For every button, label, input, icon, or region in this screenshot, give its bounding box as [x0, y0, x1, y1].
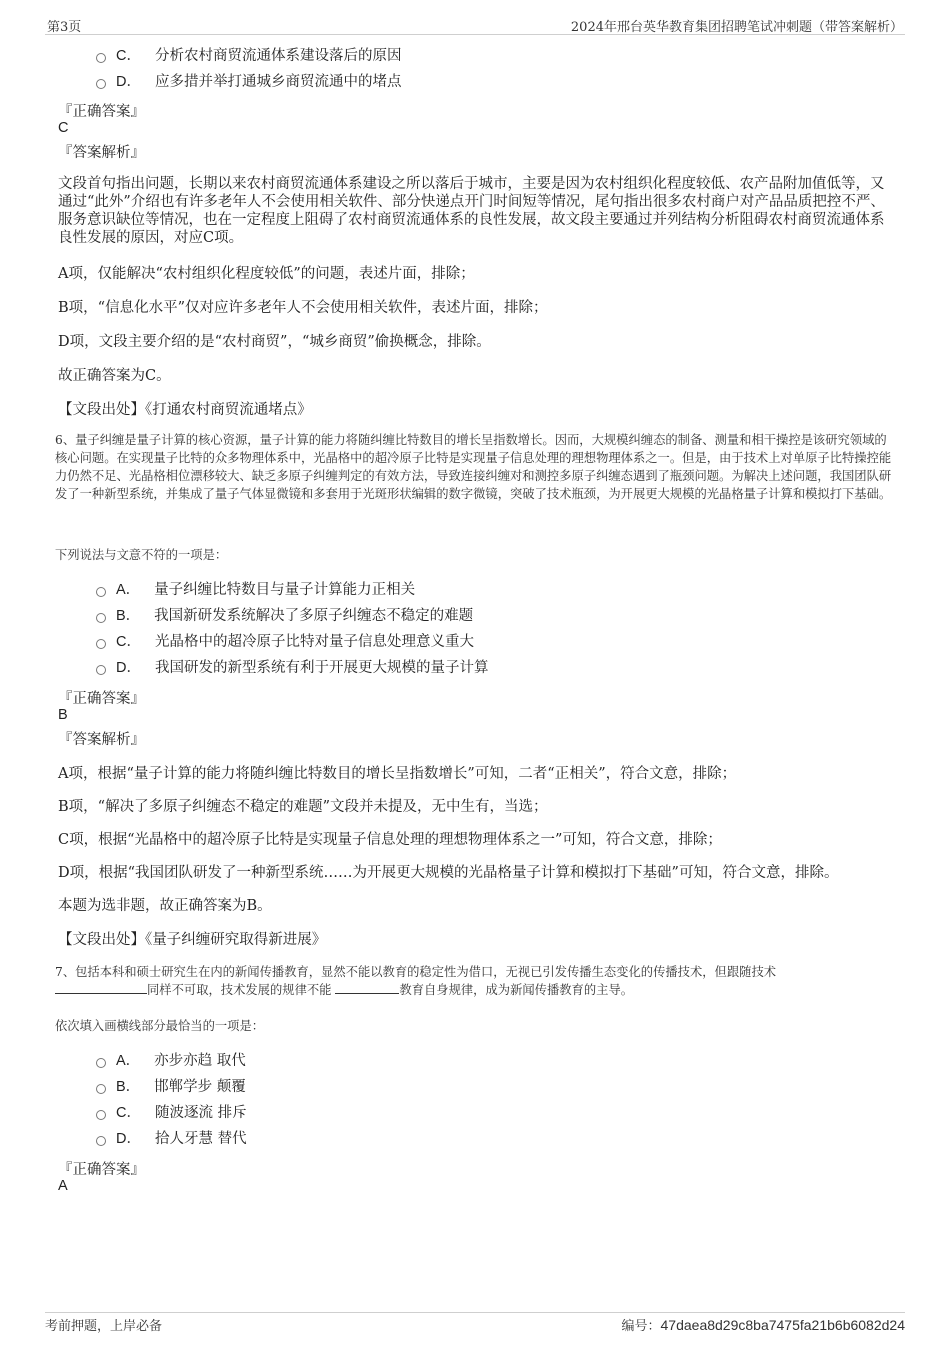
q5-answer-label: 『正确答案』: [58, 104, 145, 120]
q6-analysis-a: A项，根据“量子计算的能力将随纠缠比特数目的增长呈指数增长”可知，二者“正相关”，符合文意，排除；: [58, 766, 737, 782]
q7-answer: A: [58, 1178, 68, 1194]
radio-icon[interactable]: [96, 53, 106, 63]
q5-option-d[interactable]: D． 应多措并举打通城乡商贸流通中的堵点: [96, 71, 401, 93]
q5-conclusion: 故正确答案为C。: [58, 368, 171, 384]
radio-icon[interactable]: [96, 1058, 106, 1068]
radio-icon[interactable]: [96, 587, 106, 597]
q5-option-c[interactable]: C． 分析农村商贸流通体系建设落后的原因: [96, 45, 401, 67]
q7-blank-1: [55, 981, 147, 994]
q5-analysis-b: B项，“信息化水平”仅对应许多老年人不会使用相关软件，表述片面，排除；: [58, 300, 548, 316]
radio-icon[interactable]: [96, 613, 106, 623]
q5-analysis-label: 『答案解析』: [58, 145, 145, 161]
q6-analysis-c: C项，根据“光晶格中的超冷原子比特是实现量子信息处理的理想物理体系之一”可知，符合文意，排除；: [58, 832, 722, 848]
radio-icon[interactable]: [96, 1136, 106, 1146]
q6-option-d[interactable]: D． 我国研发的新型系统有利于开展更大规模的量子计算: [96, 657, 488, 679]
q6-stem: 6、量子纠缠是量子计算的核心资源，量子计算的能力将随纠缠比特数目的增长呈指数增长。因而，大规模纠缠态的制备、测量和相干操控是该研究领域的核心问题。在实现量子比特的众多物理体系中，光晶格中的超冷原子比特是实现量子信息处理的理想物理体系之一。但是，由于技术上对单原子比特操控能力仍然不足、光晶格相位漂移较大、缺乏多原子纠缠判定的有效方法，导致连接纠缠对和测控多原子纠缠态遇到了瓶颈问题。为解决上述问题，我国团队研发了一种新型系统，并集成了量子气体显微镜和多套用于光斑形状编辑的数字微镜，突破了技术瓶颈，为开展更大规模的光晶格量子计算和模拟打下基础。: [55, 433, 892, 501]
q6-analysis-label: 『答案解析』: [58, 732, 145, 748]
q7-option-a[interactable]: A． 亦步亦趋 取代: [96, 1050, 246, 1072]
q6-option-b[interactable]: B． 我国新研发系统解决了多原子纠缠态不稳定的难题: [96, 605, 473, 627]
radio-icon[interactable]: [96, 79, 106, 89]
q6-option-a[interactable]: A． 量子纠缠比特数目与量子计算能力正相关: [96, 579, 415, 601]
q6-analysis-b: B项，“解决了多原子纠缠态不稳定的难题”文段并未提及，无中生有，当选；: [58, 799, 548, 815]
q7-prompt: 依次填入画横线部分最恰当的一项是：: [55, 1019, 265, 1033]
q6-option-c[interactable]: C． 光晶格中的超冷原子比特对量子信息处理意义重大: [96, 631, 474, 653]
q6-answer: B: [58, 707, 68, 723]
q6-source: 【文段出处】《量子纠缠研究取得新进展》: [58, 932, 327, 948]
q5-answer: C: [58, 120, 69, 136]
q5-analysis-a: A项，仅能解决“农村组织化程度较低”的问题，表述片面，排除；: [58, 266, 475, 282]
q7-option-c[interactable]: C． 随波逐流 排斥: [96, 1102, 247, 1124]
q7-option-d[interactable]: D． 拾人牙慧 替代: [96, 1128, 247, 1150]
radio-icon[interactable]: [96, 1110, 106, 1120]
q7-stem: 7、包括本科和硕士研究生在内的新闻传播教育，显然不能以教育的稳定性为借口，无视已引发传播生态变化的传播技术，但跟随技术 同样不可取，技术发展的规律不能 教育自身规律，成为新闻传播教育的主导。: [55, 965, 777, 997]
q5-analysis-d: D项，文段主要介绍的是“农村商贸”，“城乡商贸”偷换概念，排除。: [58, 334, 491, 350]
q7-blank-2: [335, 981, 399, 994]
radio-icon[interactable]: [96, 665, 106, 675]
q7-answer-label: 『正确答案』: [58, 1162, 145, 1178]
footer-slogan: 考前押题，上岸必备: [45, 1319, 163, 1334]
radio-icon[interactable]: [96, 1084, 106, 1094]
q6-conclusion: 本题为选非题，故正确答案为B。: [58, 898, 272, 914]
q6-analysis-d: D项，根据“我国团队研发了一种新型系统……为开展更大规模的光晶格量子计算和模拟打下基础”可知，符合文意，排除。: [58, 865, 839, 881]
page-number: 第3页: [47, 20, 82, 35]
document-title: 2024年邢台英华教育集团招聘笔试冲刺题（带答案解析）: [570, 20, 903, 35]
page-header: [45, 14, 905, 35]
footer-code: 编号：47daea8d29c8ba7475fa21b6b6082d24: [621, 1317, 905, 1334]
q7-option-b[interactable]: B． 邯郸学步 颠覆: [96, 1076, 246, 1098]
q6-prompt: 下列说法与文意不符的一项是：: [55, 548, 228, 562]
radio-icon[interactable]: [96, 639, 106, 649]
q5-source: 【文段出处】《打通农村商贸流通堵点》: [58, 402, 312, 418]
page-footer: [45, 1312, 905, 1339]
q6-answer-label: 『正确答案』: [58, 691, 145, 707]
q5-analysis-text: 文段首句指出问题，长期以来农村商贸流通体系建设之所以落后于城市，主要是因为农村组织化程度较低、农产品附加值低等，又通过“此外”介绍也有许多老年人不会使用相关软件、部分快递点开门时间短等情况，尾句指出很多农村商户对产品品质把控不严、服务意识缺位等情况，也在一定程度上阻碍了农村商贸流通体系的良性发展，故文段主要通过并列结构分析阻碍农村商贸流通体系良性发展的原因，对应C项。: [58, 176, 885, 246]
